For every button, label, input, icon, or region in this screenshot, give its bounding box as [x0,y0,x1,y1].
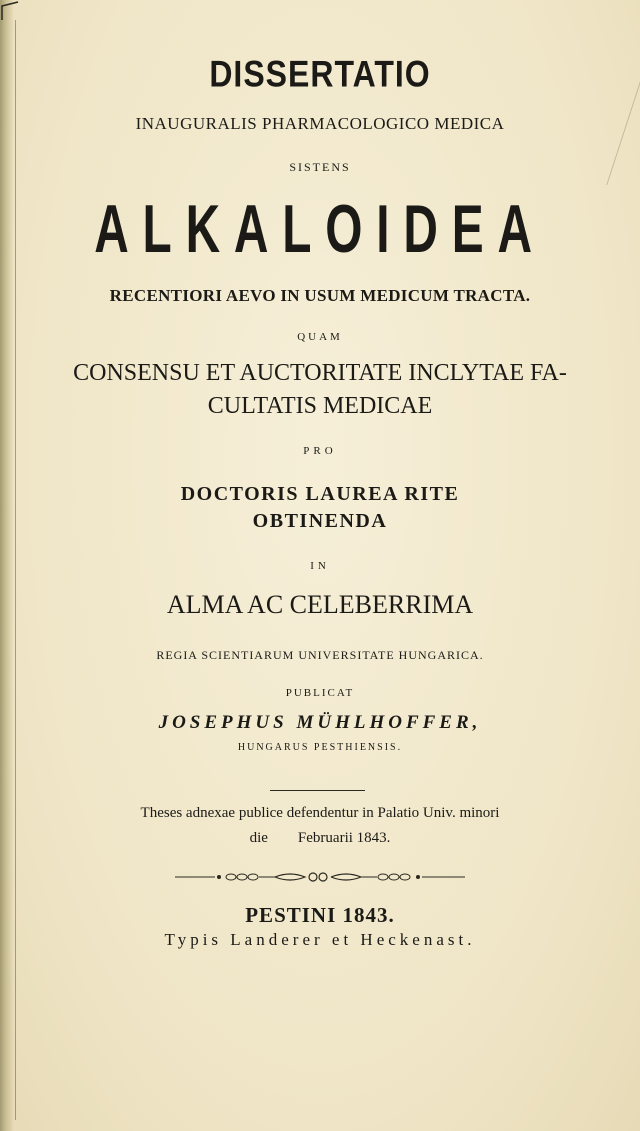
divider-rule [270,790,365,791]
imprint-place-year: PESTINI 1843. [245,903,395,927]
doctoris-line: DOCTORIS LAUREA RITE [180,483,460,505]
regia-line: REGIA SCIENTIARUM UNIVERSITATE HUNGARICA. [156,648,484,662]
author-name: JOSEPHUS MÜHLHOFFER, [158,712,482,733]
in-label: IN [310,560,330,572]
printer-line: Typis Landerer et Heckenast. [164,930,476,949]
main-title: ALKALOIDEA [94,192,546,268]
obtinenda-line: OBTINENDA [252,510,388,532]
alma-line: ALMA AC CELEBERRIMA [166,590,474,619]
theses-line-1: Theses adnexae publice defendentur in Palatio Univ. minori [140,805,500,821]
ornament-divider [175,870,465,884]
corner-mark [0,0,22,22]
subtitle: INAUGURALIS PHARMACOLOGICO MEDICA [135,114,505,133]
theses-line-2: die Februarii 1843. [249,830,391,846]
recentiori-line: RECENTIORI AEVO IN USUM MEDICUM TRACTA. [109,286,531,305]
pro-label: PRO [303,445,337,457]
consensu-line-2: CULTATIS MEDICAE [207,393,433,419]
quam-label: QUAM [297,331,343,343]
publicat-label: PUBLICAT [285,687,355,699]
consensu-line-1: CONSENSU ET AUCTORITATE INCLYTAE FA- [73,360,567,386]
dissertation-title: DISSERTATIO [209,53,431,95]
author-origin: HUNGARUS PESTHIENSIS. [237,742,403,753]
sistens-label: SISTENS [289,160,351,174]
